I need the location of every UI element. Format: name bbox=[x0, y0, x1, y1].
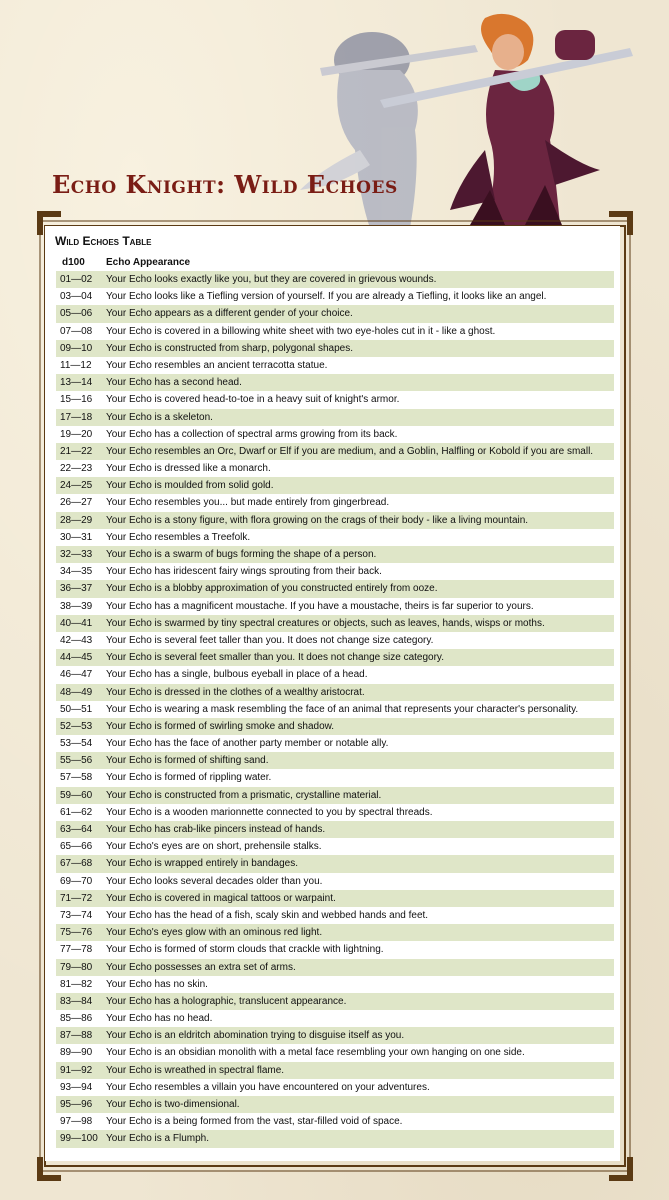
echo-appearance: Your Echo has a single, bulbous eyeball in place of a head. bbox=[106, 669, 368, 681]
roll-range: 53—54 bbox=[60, 738, 93, 750]
roll-range: 85—86 bbox=[60, 1013, 93, 1025]
roll-range: 63—64 bbox=[60, 824, 93, 835]
header-echo-appearance: Echo Appearance bbox=[106, 257, 191, 268]
table-row bbox=[56, 443, 614, 460]
table-header bbox=[56, 254, 614, 271]
roll-range: 38—39 bbox=[60, 600, 93, 612]
roll-range: 17—18 bbox=[60, 411, 93, 423]
table-row bbox=[56, 409, 614, 426]
table-row bbox=[56, 494, 614, 511]
roll-range: 07—08 bbox=[60, 325, 93, 337]
echo-appearance: Your Echo is swarmed by tiny spectral creatures or objects, such as leaves, hands, wisps or moths. bbox=[106, 617, 545, 629]
table-row bbox=[56, 615, 614, 632]
echo-appearance: Your Echo is a Flumph. bbox=[106, 1133, 210, 1145]
table-row bbox=[56, 546, 614, 563]
roll-range: 24—25 bbox=[60, 480, 93, 492]
roll-range: 69—70 bbox=[60, 875, 93, 887]
table-row bbox=[56, 735, 614, 752]
roll-range: 99—100 bbox=[60, 1133, 98, 1145]
echo-appearance: Your Echo is a swarm of bugs forming the shape of a person. bbox=[106, 549, 377, 560]
roll-range: 40—41 bbox=[60, 617, 93, 629]
roll-range: 28—29 bbox=[60, 514, 93, 526]
echo-appearance: Your Echo looks like a Tiefling version of yourself. If you are already a Tiefling, it looks like an angel. bbox=[106, 291, 547, 303]
roll-range: 46—47 bbox=[60, 669, 93, 681]
table-row bbox=[56, 632, 614, 649]
echo-appearance: Your Echo is constructed from a prismatic, crystalline material. bbox=[106, 789, 382, 801]
roll-range: 36—37 bbox=[60, 583, 93, 595]
echo-appearance: Your Echo resembles an ancient terracotta statue. bbox=[106, 359, 328, 371]
echo-appearance: Your Echo is formed of shifting sand. bbox=[106, 755, 269, 767]
echo-appearance: Your Echo has a second head. bbox=[106, 377, 242, 389]
echo-appearance: Your Echo has a magnificent moustache. If you have a moustache, theirs is far superior to yours. bbox=[106, 600, 534, 612]
roll-range: 89—90 bbox=[60, 1047, 93, 1059]
echo-appearance: Your Echo is formed of rippling water. bbox=[106, 772, 272, 784]
echo-appearance: Your Echo is formed of storm clouds that crackle with lightning. bbox=[106, 944, 384, 956]
roll-range: 34—35 bbox=[60, 566, 93, 578]
echo-appearance: Your Echo is covered head-to-toe in a heavy suit of knight's armor. bbox=[106, 394, 400, 406]
echo-appearance: Your Echo is several feet smaller than you. It does not change size category. bbox=[106, 652, 444, 664]
roll-range: 81—82 bbox=[60, 978, 93, 990]
roll-range: 57—58 bbox=[60, 772, 93, 784]
table-row bbox=[56, 701, 614, 718]
roll-range: 67—68 bbox=[60, 858, 93, 870]
table-row bbox=[56, 512, 614, 529]
echo-appearance: Your Echo is a blobby approximation of you constructed entirely from ooze. bbox=[106, 583, 438, 595]
table-row bbox=[56, 804, 614, 821]
table-row bbox=[56, 769, 614, 786]
table-row bbox=[56, 305, 614, 322]
table-row bbox=[56, 1027, 614, 1044]
roll-range: 87—88 bbox=[60, 1030, 93, 1042]
table-row bbox=[56, 271, 614, 288]
table-row bbox=[56, 391, 614, 408]
page-title: Echo Knight: Wild Echoes bbox=[52, 170, 398, 199]
echo-appearance: Your Echo is an eldritch abomination trying to disguise itself as you. bbox=[106, 1030, 405, 1042]
echo-appearance: Your Echo is several feet taller than you. It does not change size category. bbox=[106, 634, 434, 646]
echo-appearance: Your Echo has a collection of spectral arms growing from its back. bbox=[106, 428, 398, 440]
roll-range: 19—20 bbox=[60, 428, 93, 440]
table-row bbox=[56, 426, 614, 443]
echo-appearance: Your Echo is a stony figure, with flora growing on the crags of their body - like a living mountain. bbox=[106, 514, 529, 526]
echo-appearance: Your Echo possesses an extra set of arms. bbox=[106, 961, 296, 973]
echo-appearance: Your Echo is wrapped entirely in bandages. bbox=[106, 858, 298, 870]
table-row bbox=[56, 718, 614, 735]
table-row bbox=[56, 374, 614, 391]
table-row bbox=[56, 959, 614, 976]
echo-appearance: Your Echo is moulded from solid gold. bbox=[106, 480, 274, 492]
echo-appearance: Your Echo is wreathed in spectral flame. bbox=[106, 1064, 285, 1076]
roll-range: 01—02 bbox=[60, 274, 93, 285]
table-row bbox=[56, 580, 614, 597]
echo-appearance: Your Echo has crab-like pincers instead of hands. bbox=[106, 824, 326, 835]
roll-range: 32—33 bbox=[60, 549, 93, 560]
roll-range: 50—51 bbox=[60, 703, 93, 715]
roll-range: 21—22 bbox=[60, 445, 93, 457]
table-row bbox=[56, 907, 614, 924]
echo-appearance: Your Echo is wearing a mask resembling the face of an animal that represents your character's personality. bbox=[106, 703, 579, 715]
roll-range: 77—78 bbox=[60, 944, 93, 956]
header-d100: d100 bbox=[62, 257, 85, 268]
table-row bbox=[56, 1079, 614, 1096]
echo-appearance: Your Echo is a wooden marionnette connected to you by spectral threads. bbox=[106, 806, 433, 818]
echo-appearance: Your Echo is two-dimensional. bbox=[106, 1099, 240, 1110]
echo-appearance: Your Echo resembles an Orc, Dwarf or Elf if you are medium, and a Goblin, Halfling or Kobold if you are small. bbox=[106, 445, 594, 457]
table-row bbox=[56, 684, 614, 701]
table-row bbox=[56, 1044, 614, 1061]
table-row bbox=[56, 1096, 614, 1113]
echo-appearance: Your Echo is constructed from sharp, polygonal shapes. bbox=[106, 342, 353, 354]
roll-range: 93—94 bbox=[60, 1081, 93, 1093]
roll-range: 61—62 bbox=[60, 806, 93, 818]
roll-range: 15—16 bbox=[60, 394, 93, 406]
table-row bbox=[56, 976, 614, 993]
echo-appearance: Your Echo appears as a different gender of your choice. bbox=[106, 308, 353, 320]
echo-appearance: Your Echo has the head of a fish, scaly skin and webbed hands and feet. bbox=[106, 909, 429, 921]
table-row bbox=[56, 340, 614, 357]
table-row bbox=[56, 1130, 614, 1147]
table-row bbox=[56, 855, 614, 872]
roll-range: 83—84 bbox=[60, 995, 93, 1007]
roll-range: 71—72 bbox=[60, 892, 93, 904]
table-row bbox=[56, 838, 614, 855]
table-row bbox=[56, 529, 614, 546]
table-row bbox=[56, 666, 614, 683]
echo-appearance: Your Echo is covered in a billowing white sheet with two eye-holes cut in it - like a ghost. bbox=[106, 325, 496, 337]
roll-range: 03—04 bbox=[60, 291, 93, 303]
table-row bbox=[56, 941, 614, 958]
echo-appearance: Your Echo is a being formed from the vast, star-filled void of space. bbox=[106, 1116, 403, 1128]
echo-appearance: Your Echo resembles a villain you have encountered on your adventures. bbox=[106, 1081, 430, 1093]
roll-range: 30—31 bbox=[60, 531, 93, 543]
echo-appearance: Your Echo is dressed in the clothes of a wealthy aristocrat. bbox=[106, 686, 365, 698]
roll-range: 97—98 bbox=[60, 1116, 93, 1128]
table-row bbox=[56, 1113, 614, 1130]
roll-range: 42—43 bbox=[60, 634, 93, 646]
table-row bbox=[56, 873, 614, 890]
echo-appearance: Your Echo's eyes are on short, prehensile stalks. bbox=[106, 841, 322, 853]
roll-range: 05—06 bbox=[60, 308, 93, 320]
table-row bbox=[56, 787, 614, 804]
table-row bbox=[56, 460, 614, 477]
echo-appearance: Your Echo has no head. bbox=[106, 1013, 213, 1025]
echo-appearance: Your Echo has the face of another party member or notable ally. bbox=[106, 738, 389, 750]
table-row bbox=[56, 1010, 614, 1027]
roll-range: 11—12 bbox=[60, 359, 92, 371]
echo-appearance: Your Echo's eyes glow with an ominous red light. bbox=[106, 927, 323, 939]
table-row bbox=[56, 323, 614, 340]
table-title: Wild Echoes Table bbox=[55, 234, 152, 248]
echo-appearance: Your Echo resembles you... but made entirely from gingerbread. bbox=[106, 497, 390, 509]
echo-appearance: Your Echo looks several decades older than you. bbox=[106, 875, 323, 887]
echo-appearance: Your Echo is covered in magical tattoos or warpaint. bbox=[106, 892, 336, 904]
table-row bbox=[56, 752, 614, 769]
roll-range: 59—60 bbox=[60, 789, 93, 801]
knight-figure bbox=[380, 14, 633, 225]
roll-range: 55—56 bbox=[60, 755, 93, 767]
table-row bbox=[56, 993, 614, 1010]
roll-range: 79—80 bbox=[60, 961, 93, 973]
table-row bbox=[56, 477, 614, 494]
roll-range: 95—96 bbox=[60, 1099, 93, 1110]
echo-appearance: Your Echo has a holographic, translucent appearance. bbox=[106, 995, 347, 1007]
table-row bbox=[56, 1062, 614, 1079]
roll-range: 52—53 bbox=[60, 720, 93, 732]
roll-range: 48—49 bbox=[60, 686, 93, 698]
roll-range: 44—45 bbox=[60, 652, 93, 664]
table-row bbox=[56, 357, 614, 374]
roll-range: 09—10 bbox=[60, 342, 93, 354]
echo-appearance: Your Echo is formed of swirling smoke and shadow. bbox=[106, 720, 335, 732]
table-row bbox=[56, 821, 614, 838]
echo-appearance: Your Echo is dressed like a monarch. bbox=[106, 463, 271, 475]
roll-range: 75—76 bbox=[60, 927, 93, 939]
table-row bbox=[56, 924, 614, 941]
roll-range: 91—92 bbox=[60, 1064, 93, 1076]
roll-range: 22—23 bbox=[60, 463, 93, 475]
echo-appearance: Your Echo is a skeleton. bbox=[106, 411, 213, 423]
echo-appearance: Your Echo has iridescent fairy wings sprouting from their back. bbox=[106, 566, 382, 578]
table-row bbox=[56, 563, 614, 580]
table-row bbox=[56, 649, 614, 666]
echo-appearance: Your Echo has no skin. bbox=[106, 978, 208, 990]
echo-appearance: Your Echo resembles a Treefolk. bbox=[106, 531, 251, 543]
table-row bbox=[56, 598, 614, 615]
echo-appearance: Your Echo is an obsidian monolith with a metal face resembling your own hanging on one side. bbox=[106, 1047, 525, 1059]
table-row bbox=[56, 288, 614, 305]
roll-range: 26—27 bbox=[60, 497, 93, 509]
table-body bbox=[56, 271, 614, 1148]
roll-range: 73—74 bbox=[60, 909, 93, 921]
echo-appearance: Your Echo looks exactly like you, but they are covered in grievous wounds. bbox=[106, 274, 437, 285]
roll-range: 13—14 bbox=[60, 377, 93, 389]
roll-range: 65—66 bbox=[60, 841, 93, 853]
table-row bbox=[56, 890, 614, 907]
